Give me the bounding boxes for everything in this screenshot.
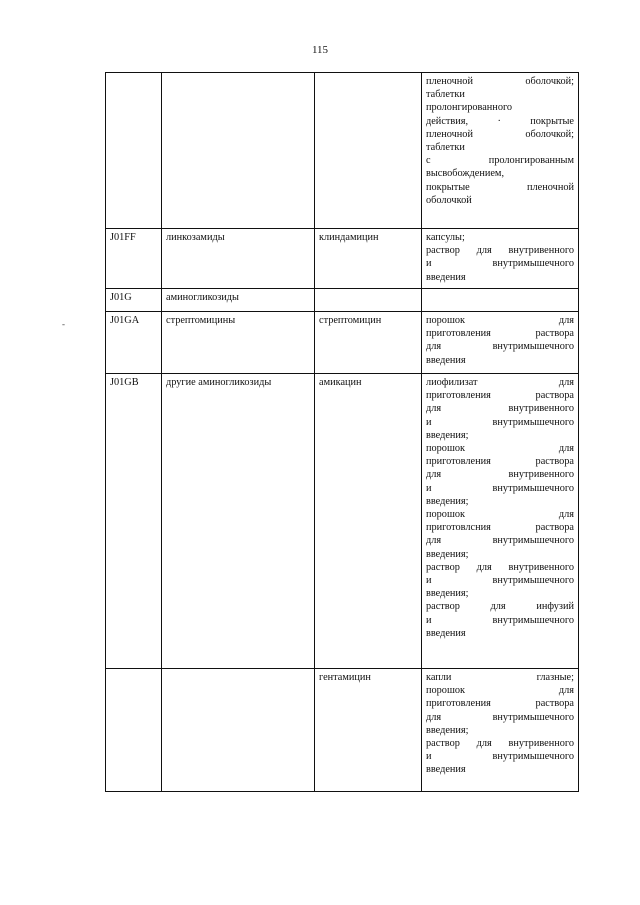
dosage-forms-cell (422, 229, 579, 289)
dosage-form-line: введения (426, 271, 466, 283)
atc-code-cell: J01GB (106, 374, 162, 669)
dosage-form-line: введения; (426, 495, 469, 507)
dosage-form-line: пролонгированного (426, 102, 513, 114)
dosage-form-line: раствор для инфузий (426, 601, 574, 613)
dosage-form-line: для внутримышечного (426, 711, 574, 723)
group-name-cell: аминогликозиды (162, 289, 315, 312)
dosage-form-line: раствор для внутривенного (426, 738, 574, 750)
dosage-form-line: высвобождением, (426, 168, 505, 180)
drug-table-body (106, 73, 579, 792)
atc-code-cell: J01GA (106, 312, 162, 374)
dosage-form-line: пленочной оболочкой; (426, 128, 574, 140)
dosage-form-line: и внутримышечного (426, 614, 574, 626)
dosage-form-line: приготовления раствора (426, 390, 574, 402)
dosage-form-line: введения; (426, 588, 469, 600)
group-name-cell: стрептомицины (162, 312, 315, 374)
dosage-form-line: и внутримышечного (426, 258, 574, 270)
group-name-cell: другие аминогликозиды (162, 374, 315, 669)
group-name-cell (162, 73, 315, 229)
atc-code-cell: J01FF (106, 229, 162, 289)
dosage-form-line: приготовления раствора (426, 328, 574, 340)
dosage-form-line: раствор для внутривенного (426, 561, 574, 573)
dosage-form-line: с пролонгированным (426, 155, 574, 167)
drug-name-cell: амикацин (315, 374, 422, 669)
table-row (106, 312, 579, 374)
drug-table (105, 72, 579, 792)
dosage-form-line: введения; (426, 548, 469, 560)
dosage-form-line: действия, · покрытые (426, 115, 574, 127)
group-name-cell: линкозамиды (162, 229, 315, 289)
dosage-form-line: порошок для (426, 685, 574, 697)
table-row (106, 73, 579, 229)
dosage-form-line: лиофилизат для (426, 377, 574, 388)
dosage-form-line: и внутримышечного (426, 575, 574, 587)
dosage-form-line: и внутримышечного (426, 482, 574, 494)
dosage-form-line: введения (426, 764, 466, 776)
dosage-form-line: для внутримышечного (426, 535, 574, 547)
dosage-form-line: для внутривенного (426, 469, 574, 481)
dosage-form-line: покрытые пленочной (426, 181, 574, 193)
dosage-form-line: таблетки (426, 142, 465, 154)
dosage-form-line: введения; (426, 724, 469, 736)
dosage-form-line: введения (426, 627, 466, 639)
table-row (106, 229, 579, 289)
atc-code-cell (106, 669, 162, 792)
dosage-form-line: порошок для (426, 443, 574, 455)
drug-name-cell: стрептомицин (315, 312, 422, 374)
dosage-form-line: порошок для (426, 509, 574, 521)
drug-name-cell (315, 73, 422, 229)
dosage-form-line: для внутримышечного (426, 341, 574, 353)
dosage-form-line: пленочной оболочкой; (426, 76, 574, 87)
group-name-cell (162, 669, 315, 792)
dosage-form-line: оболочкой (426, 194, 472, 206)
dosage-forms-cell (422, 374, 579, 669)
dosage-form-line: раствор для внутривенного (426, 245, 574, 257)
dosage-forms-cell (422, 289, 579, 312)
dosage-form-line: капли глазные; (426, 672, 574, 683)
dosage-forms-cell (422, 312, 579, 374)
dosage-form-line: капсулы; (426, 232, 465, 243)
drug-name-cell: гентамицин (315, 669, 422, 792)
table-row (106, 374, 579, 669)
dosage-form-line: и внутримышечного (426, 416, 574, 428)
atc-code-cell: J01G (106, 289, 162, 312)
table-row (106, 289, 579, 312)
dosage-form-line: приготовления раствора (426, 456, 574, 468)
page-number: 115 (311, 44, 329, 56)
dosage-form-line: приготовления раствора (426, 698, 574, 710)
dosage-form-line: введения; (426, 429, 469, 441)
stray-mark: - (62, 319, 65, 329)
dosage-form-line: введения (426, 354, 466, 366)
drug-name-cell (315, 289, 422, 312)
drug-name-cell: клиндамицин (315, 229, 422, 289)
dosage-form-line: таблетки (426, 89, 465, 101)
dosage-forms-cell (422, 73, 579, 229)
dosage-form-line: приготовлсния раствора (426, 522, 574, 534)
atc-code-cell (106, 73, 162, 229)
dosage-form-line: и внутримышечного (426, 751, 574, 763)
dosage-form-line: порошок для (426, 315, 574, 326)
table-row (106, 669, 579, 792)
dosage-form-line: для внутривенного (426, 403, 574, 415)
dosage-forms-cell (422, 669, 579, 792)
